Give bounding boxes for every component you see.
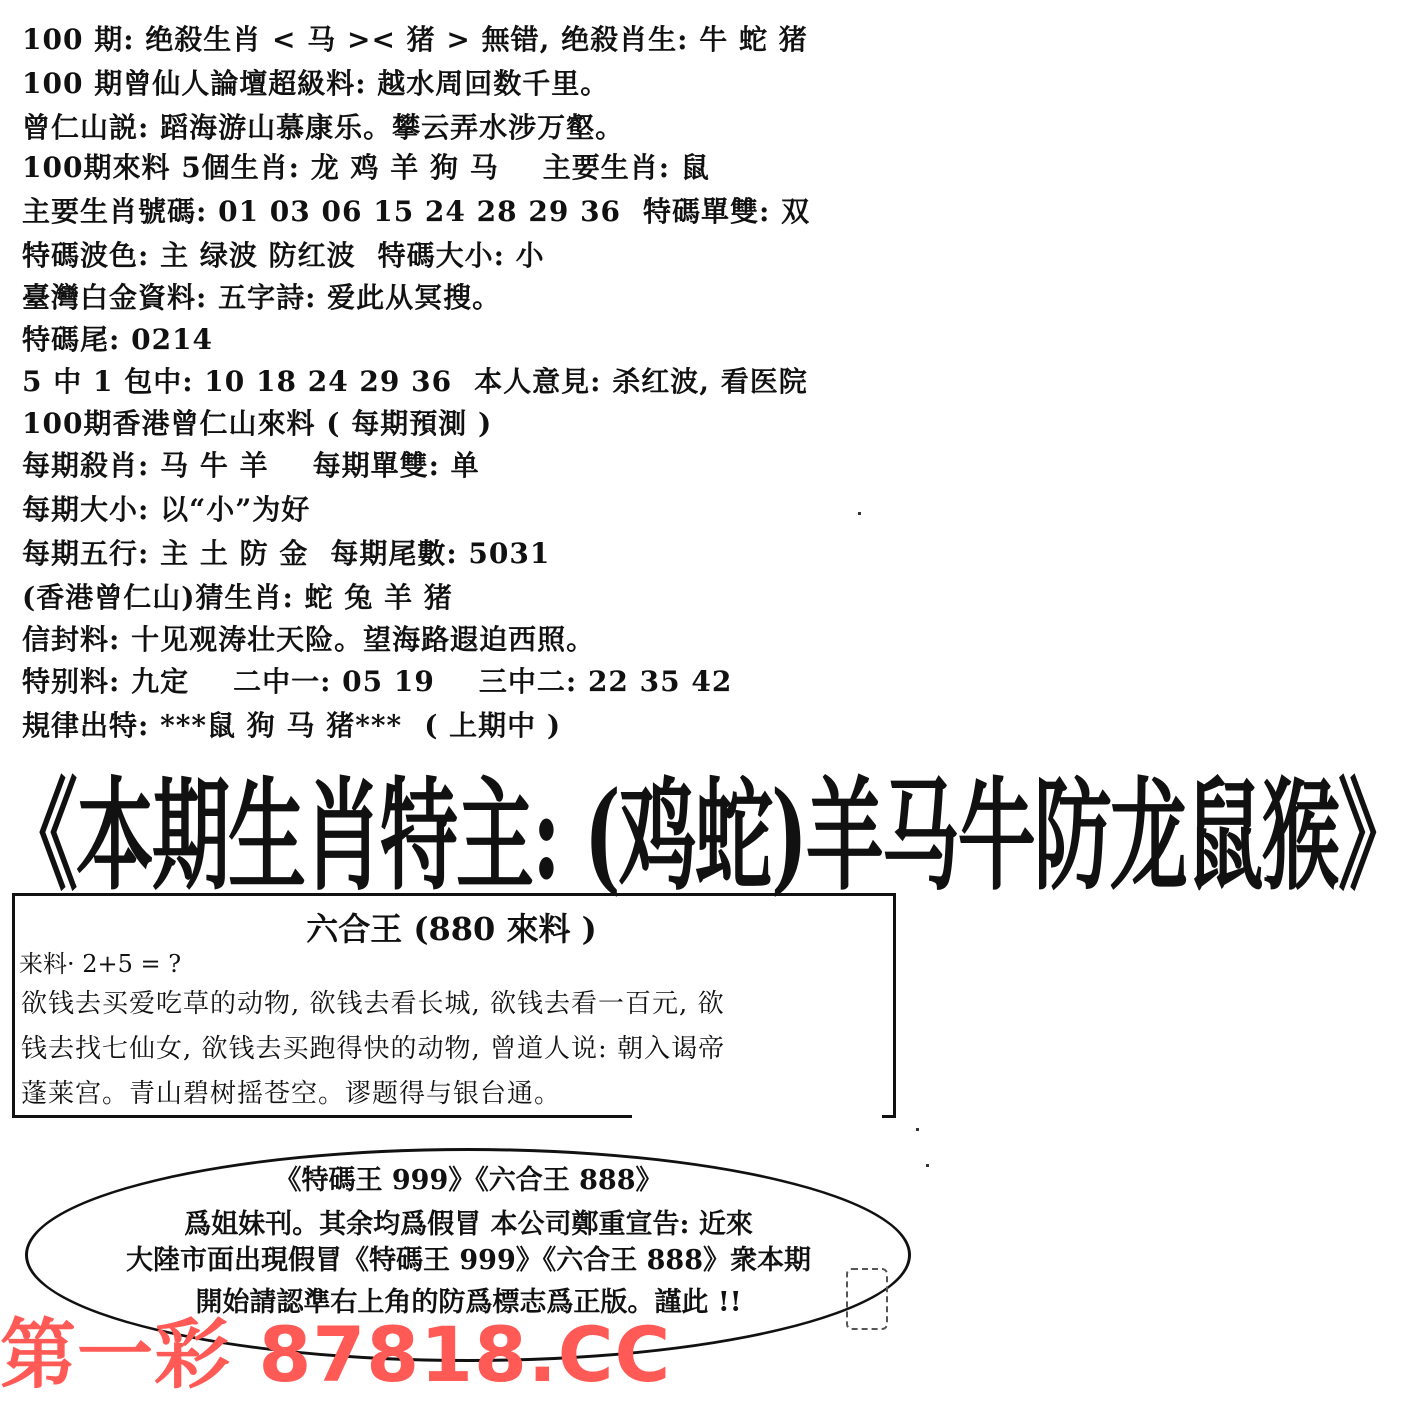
box-body-line: 欲钱去买爱吃草的动物, 欲钱去看长城, 欲钱去看一百元, 欲	[21, 989, 725, 1019]
watermark: 第一彩 87818.CC	[0, 1310, 672, 1399]
notice-line-3: 大陸市面出現假冒《特碼王 999》《六合王 888》衆本期	[125, 1245, 812, 1276]
line-12: 每期大小: 以“小”为好	[22, 493, 311, 526]
line-1: 100 期: 绝殺生肖 < 马 >< 猪 > 無错, 绝殺肖生: 牛 蛇 猪	[22, 23, 808, 56]
line-13: 每期五行: 主 土 防 金 每期尾數: 5031	[22, 537, 551, 570]
line-6: 特碼波色: 主 绿波 防红波 特碼大小: 小	[22, 239, 545, 272]
speck	[858, 512, 861, 515]
liuhewang-box	[12, 893, 888, 1118]
box-body-line: 蓬莱宫。青山碧树摇苍空。谬题得与银台通。	[21, 1079, 562, 1109]
line-2: 100 期曾仙人論壇超級料: 越水周回数千里。	[22, 67, 610, 100]
line-5: 主要生肖號碼: 01 03 06 15 24 28 29 36 特碼單雙: 双	[22, 195, 811, 228]
box-body	[21, 982, 881, 1117]
box-body-line: 钱去找七仙女, 欲钱去买跑得快的动物, 曾道人说: 朝入谒帝	[21, 1034, 726, 1064]
line-7: 臺灣白金資料: 五字詩: 爱此从冥搜。	[22, 281, 502, 314]
notice-line-2: 爲姐妹刊。其余均爲假冒 本公司鄭重宣告: 近來	[184, 1209, 753, 1240]
notice-line-4: 開始請認準右上角的防爲標志爲正版。謹此 !!	[195, 1287, 742, 1318]
headline: 《本期生肖特主: (鸡蛇)羊马牛防龙鼠猴》	[0, 766, 1414, 908]
line-10: 100期香港曾仁山來料 ( 每期預測 )	[22, 407, 493, 440]
line-11: 每期殺肖: 马 牛 羊 每期單雙: 单	[22, 449, 480, 482]
seal-stamp	[846, 1268, 888, 1330]
line-3: 曾仁山説: 蹈海游山慕康乐。攀云弄水涉万壑。	[22, 111, 625, 144]
line-14: (香港曾仁山)猜生肖: 蛇 兔 羊 猪	[22, 581, 453, 614]
line-4: 100期來料 5個生肖: 龙 鸡 羊 狗 马 主要生肖: 鼠	[22, 151, 710, 184]
box-question: 来料· 2+5 = ?	[19, 950, 182, 978]
notice-line-1: 《特碼王 999》《六合王 888》	[274, 1165, 663, 1196]
line-17: 規律出特: ***鼠 狗 马 猪*** ( 上期中 )	[22, 709, 562, 742]
speck	[926, 1164, 929, 1167]
line-15: 信封料: 十见观涛壮天险。望海路遐迫西照。	[22, 623, 596, 656]
box-title: 六合王 (880 來料 )	[306, 910, 597, 948]
line-16: 特别料: 九定 二中一: 05 19 三中二: 22 35 42	[22, 665, 733, 698]
line-8: 特碼尾: 0214	[22, 323, 214, 356]
line-9: 5 中 1 包中: 10 18 24 29 36 本人意見: 杀红波, 看医院	[22, 365, 808, 398]
speck	[916, 1128, 919, 1131]
